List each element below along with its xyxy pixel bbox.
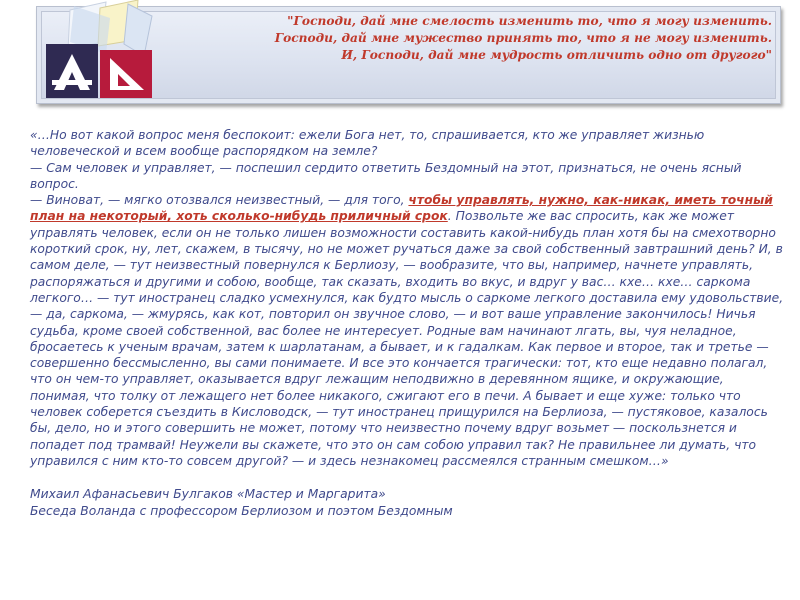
book-logo-icon xyxy=(40,0,165,108)
quote-line: Господи, дай мне мужество принять то, что я не могу изменить. xyxy=(274,31,772,45)
main-text xyxy=(30,127,785,519)
quote-line: И, Господи, дай мне мудрость отличить одно от другого" xyxy=(341,48,772,62)
source-attribution: Беседа Воланда с профессором Берлиозом и поэтом Бездомным xyxy=(30,503,453,518)
paragraph-woland-rest: . Позвольте же вас спросить, как же может управлять человек, если он не только лишен возможности составить какой-нибудь план хотя бы на смехотворно короткий срок, ну, лет, скажем, в тысячу, но не может ручаться даже за свой собственный завтрашний день? И, в самом деле, — тут неизвестный повернулся к Берлиозу, — вообразите, что вы, например, начнете управлять, распоряжаться и другими и собою, вообще, так сказать, входить во вкус, и вдруг у вас… кхе… кхе… саркома легкого… — тут иностранец сладко усмехнулся, как будто мысль о саркоме легкого доставила ему удовольствие, — да, саркома, — жмурясь, как кот, повторил он звучное слово, — и вот ваше управление закончилось! Ничья судьба, кроме своей собственной, вас более не интересует. Родные вам начинают лгать, вы, чуя неладное, бросаетесь к ученым врачам, затем к шарлатанам, а бывает, и к гадалкам. Как первое и второе, так и третье — совершенно бессмысленно, вы сами понимаете. И все это кончается трагически: тот, кто еще недавно полагал, что он чем-то управляет, оказывается вдруг лежащим неподвижно в деревянном ящике, и окружающие, понимая, что толку от лежащего нет более никакого, сжигают его в печи. А бывает и еще хуже: только что человек соберется съездить в Кисловодск, — тут иностранец прищурился на Берлиоза, — пустяковое, казалось бы, дело, но и этого совершить не может, потому что неизвестно почему вдруг возьмет — поскользнется и попадет под трамвай! Неужели вы скажете, что это он сам собою управил так? Не правильнее ли думать, что управился с ним кто-то совсем другой? — и здесь незнакомец рассмеялся странным смешком…» xyxy=(30,209,784,468)
highlighted-phrase: чтобы управлять, нужно, как-никак, иметь точный план на некоторый, хоть сколько-нибудь приличный срок xyxy=(30,193,773,224)
header-quote xyxy=(212,13,772,64)
quote-line: "Господи, дай мне смелость изменить то, что я могу изменить. xyxy=(287,14,772,28)
paragraph-woland-intro: — Виноват, — мягко отозвался неизвестный, — для того, xyxy=(30,193,409,208)
paragraph-question: «…Но вот какой вопрос меня беспокоит: ежели Бога нет, то, спрашивается, кто же управляет жизнью человеческой и всем вообще распорядком на земле? xyxy=(30,128,705,159)
author-attribution: Михаил Афанасьевич Булгаков «Мастер и Маргарита» xyxy=(30,487,386,502)
paragraph-woland xyxy=(30,192,785,469)
paragraph-answer: — Сам человек и управляет, — поспешил сердито ответить Бездомный на этот, признаться, не очень ясный вопрос. xyxy=(30,160,742,191)
